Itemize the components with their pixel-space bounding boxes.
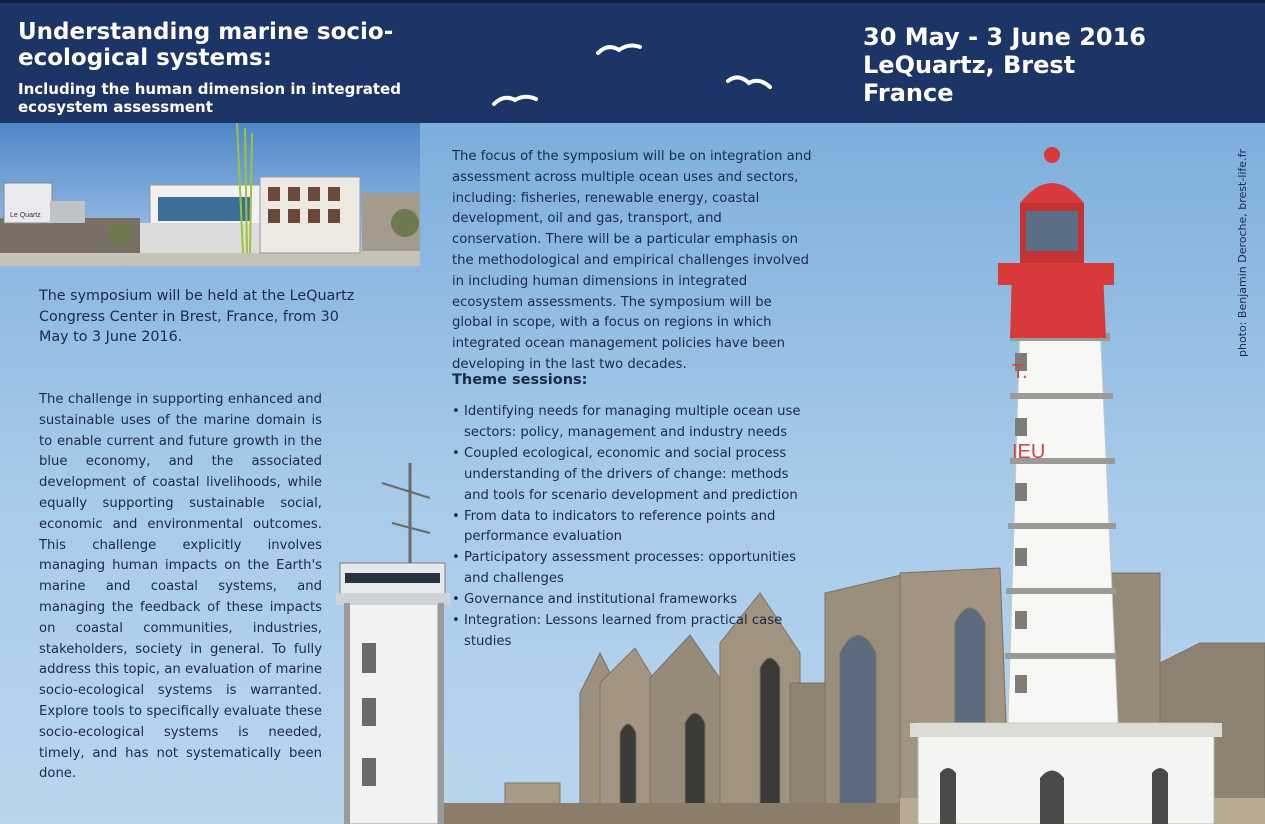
lighthouse-lettering-2: IEU [1012,441,1046,463]
list-item: • From data to indicators to reference points and performance evaluation [452,507,812,549]
header-banner [0,0,1265,123]
event-date: 30 May - 3 June 2016 [863,23,1146,51]
list-item: • Identifying needs for managing multiple ocean use sectors: policy, management and industry needs [452,402,812,444]
list-item: • Coupled ecological, economic and social process understanding of the drivers of change: methods and tools for scenario development and prediction [452,444,812,507]
list-item: • Governance and institutional frameworks [452,590,812,611]
building-sign: Le Quartz [10,212,41,219]
page-title: Understanding marine socio-ecological systems: [18,19,394,71]
theme-sessions-list [452,402,812,653]
event-country: France [863,79,954,107]
seagull-icon [596,41,642,57]
seagull-icon [492,92,538,108]
lequartz-building-photo [0,123,420,266]
event-venue: LeQuartz, Brest [863,51,1076,79]
list-item: • Participatory assessment processes: opportunities and challenges [452,548,812,590]
challenge-paragraph: The challenge in supporting enhanced and sustainable uses of the marine domain is to enable current and future growth in the blue economy, and the associated development of coastal livelihoods, while equally supporting sustainable social, economic and environmental outcomes. This challenge explicitly involves managing human impacts on the Earth's marine and coastal systems, and managing the feedback of these impacts on coastal communities, industries, stakeholders, society in general. To fully address this topic, an evaluation of marine socio-ecological systems is warranted. Explore tools to specifically evaluate these socio-ecological systems is needed, timely, and has not systematically been done. [39,392,322,782]
photo-credit: photo: Benjamin Deroche, brest-life.fr [1236,149,1249,357]
page-subtitle: Including the human dimension in integrated ecosystem assessment [18,80,401,116]
list-item: • Integration: Lessons learned from practical case studies [452,611,812,653]
event-date-location [863,23,1223,107]
focus-paragraph: The focus of the symposium will be on integration and assessment across multiple ocean uses and sectors, including: fisheries, renewable energy, coastal development, oil and gas, transport, and conservation. There will be a particular emphasis on the methodological and empirical challenges involved in including human dimensions in integrated ecosystem assessments. The symposium will be global in scope, with a focus on regions in which integrated ocean management policies have been developing in the last two decades. [452,149,812,372]
intro-paragraph: The symposium will be held at the LeQuartz Congress Center in Brest, France, from 30 May to 3 June 2016. [39,288,355,345]
seagull-icon [726,75,772,93]
semaphore-tower [336,463,450,824]
theme-sessions-heading: Theme sessions: [452,372,588,388]
lighthouse-lettering-1: T. [1012,361,1028,383]
